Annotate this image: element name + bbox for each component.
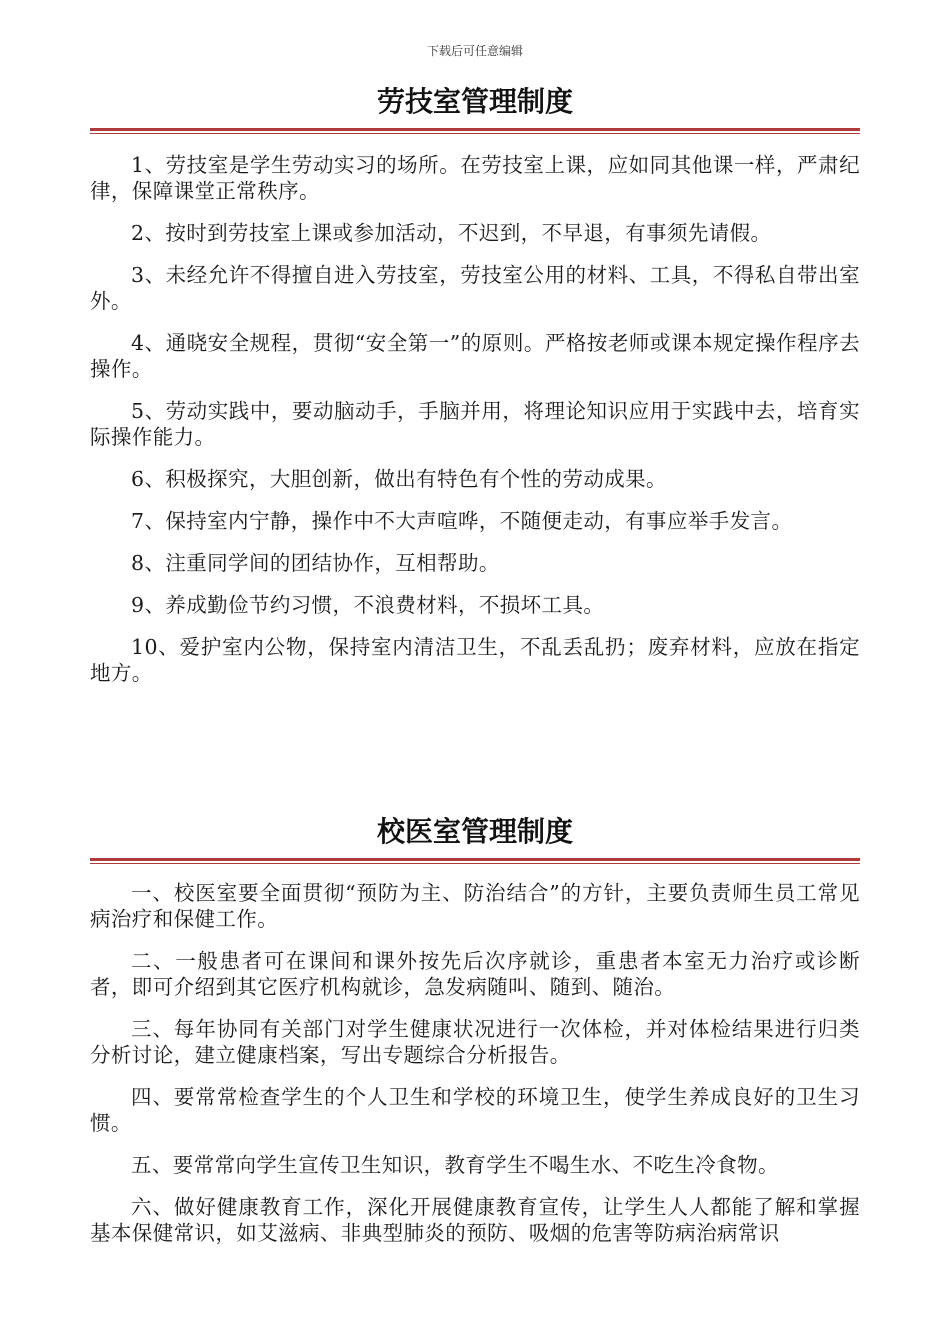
rule-paragraph: 六、做好健康教育工作，深化开展健康教育宣传，让学生人人都能了解和掌握基本保健常识，如艾滋病、非典型肺炎的预防、吸烟的危害等防病治病常识 [90, 1195, 860, 1245]
rule-paragraph: 8、注重同学间的团结协作，互相帮助。 [131, 551, 500, 575]
title-divider [90, 128, 860, 134]
rule-paragraph: 五、要常常向学生宣传卫生知识，教育学生不喝生水、不吃生冷食物。 [131, 1153, 779, 1177]
rule-paragraph: 四、要常常检查学生的个人卫生和学校的环境卫生，使学生养成良好的卫生习惯。 [90, 1085, 860, 1135]
rule-paragraph: 2、按时到劳技室上课或参加活动，不迟到，不早退，有事须先请假。 [131, 221, 772, 245]
rule-paragraph: 3、未经允许不得擅自进入劳技室，劳技室公用的材料、工具，不得私自带出室外。 [90, 263, 860, 313]
section-clinic-room [0, 812, 950, 1245]
section-title: 校医室管理制度 [376, 815, 573, 848]
rule-paragraph: 10、爱护室内公物，保持室内清洁卫生，不乱丢乱扔；废弃材料，应放在指定地方。 [90, 635, 860, 685]
rule-paragraph: 9、养成勤俭节约习惯，不浪费材料，不损坏工具。 [131, 593, 605, 617]
rules-list [90, 152, 860, 702]
rule-paragraph: 5、劳动实践中，要动脑动手，手脑并用，将理论知识应用于实践中去，培育实际操作能力。 [90, 399, 860, 449]
header-note: 下载后可任意编辑 [426, 44, 523, 58]
rule-paragraph: 1、劳技室是学生劳动实习的场所。在劳技室上课，应如同其他课一样，严肃纪律，保障课堂正常秩序。 [90, 153, 860, 203]
rule-paragraph: 7、保持室内宁静，操作中不大声喧哗，不随便走动，有事应举手发言。 [131, 509, 793, 533]
title-divider [90, 858, 860, 864]
rules-list [90, 880, 860, 1262]
rule-paragraph: 4、通晓安全规程，贯彻“安全第一”的原则。严格按老师或课本规定操作程序去操作。 [90, 331, 860, 381]
section-title: 劳技室管理制度 [376, 85, 573, 118]
rule-paragraph: 6、积极探究，大胆创新，做出有特色有个性的劳动成果。 [131, 467, 667, 491]
rule-paragraph: 一、校医室要全面贯彻“预防为主、防治结合”的方针，主要负责师生员工常见病治疗和保健工作。 [90, 881, 860, 931]
rule-paragraph: 三、每年协同有关部门对学生健康状况进行一次体检，并对体检结果进行归类分析讨论，建立健康档案，写出专题综合分析报告。 [90, 1017, 860, 1067]
rule-paragraph: 二、一般患者可在课间和课外按先后次序就诊，重患者本室无力治疗或诊断者，即可介绍到其它医疗机构就诊，急发病随叫、随到、随治。 [90, 949, 860, 999]
section-labor-room [0, 82, 950, 685]
